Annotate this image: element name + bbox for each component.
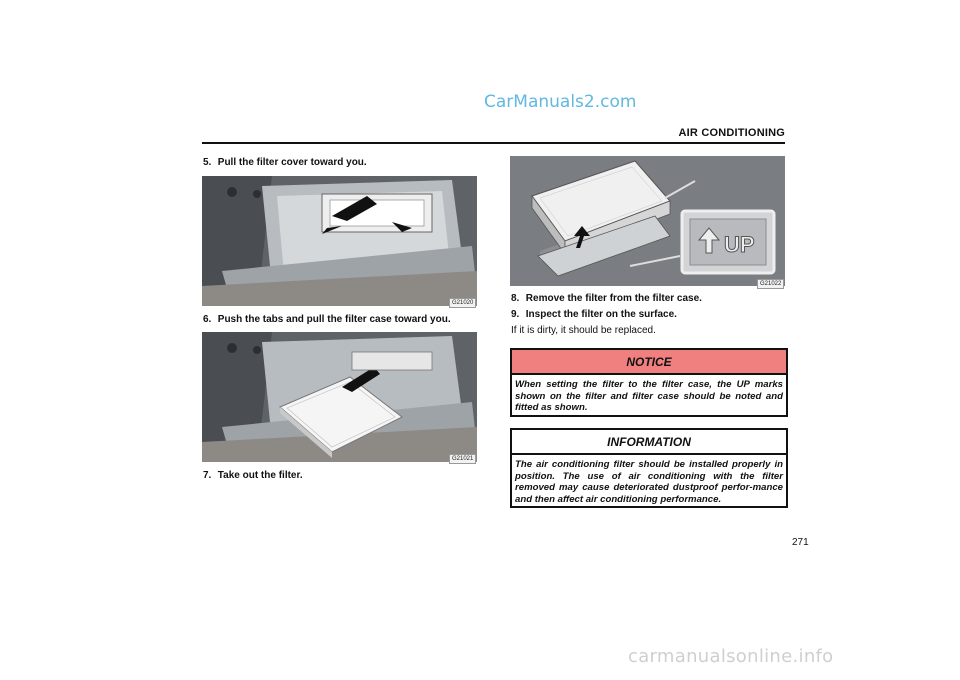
watermark-bottom: carmanualsonline.info [628,646,834,667]
notice-title: NOTICE [512,350,786,375]
information-box [510,428,788,508]
step-number: 7. [203,470,212,481]
figure-code: G21020 [449,298,476,308]
watermark-top: CarManuals2.com [484,92,637,112]
notice-box [510,348,788,417]
step-5 [203,157,367,168]
step-8 [511,293,702,304]
step-text: Inspect the filter on the surface. [525,309,677,320]
up-mark-label: UP [724,232,755,257]
figure-code: G21022 [757,279,784,289]
step-text: Take out the filter. [217,470,303,481]
step-number: 6. [203,314,212,325]
step-text: Push the tabs and pull the filter case toward you. [217,314,451,325]
step-number: 8. [511,293,520,304]
step-7 [203,470,303,481]
information-title: INFORMATION [512,430,786,455]
notice-body: When setting the filter to the filter case, the UP marks shown on the filter and filter case should be noted and fitted as shown. [515,379,783,413]
step-number: 9. [511,309,520,320]
figure-filter-up-mark [510,156,785,286]
section-title: AIR CONDITIONING [678,127,785,139]
figure-filter-cover [202,176,477,306]
information-body: The air conditioning filter should be installed properly in position. The use of air conditioning with the filter removed may cause deteriorated dustproof perfor-mance and then affect air conditioning performance. [515,459,783,505]
figure-code: G21021 [449,454,476,464]
page-number: 271 [792,537,809,548]
figure-filter-case [202,332,477,462]
step-6 [203,314,451,325]
note-dirty: If it is dirty, it should be replaced. [511,325,656,336]
step-text: Pull the filter cover toward you. [217,157,367,168]
header-rule [202,142,785,144]
step-number: 5. [203,157,212,168]
step-text: Remove the filter from the filter case. [525,293,702,304]
step-9 [511,309,677,320]
